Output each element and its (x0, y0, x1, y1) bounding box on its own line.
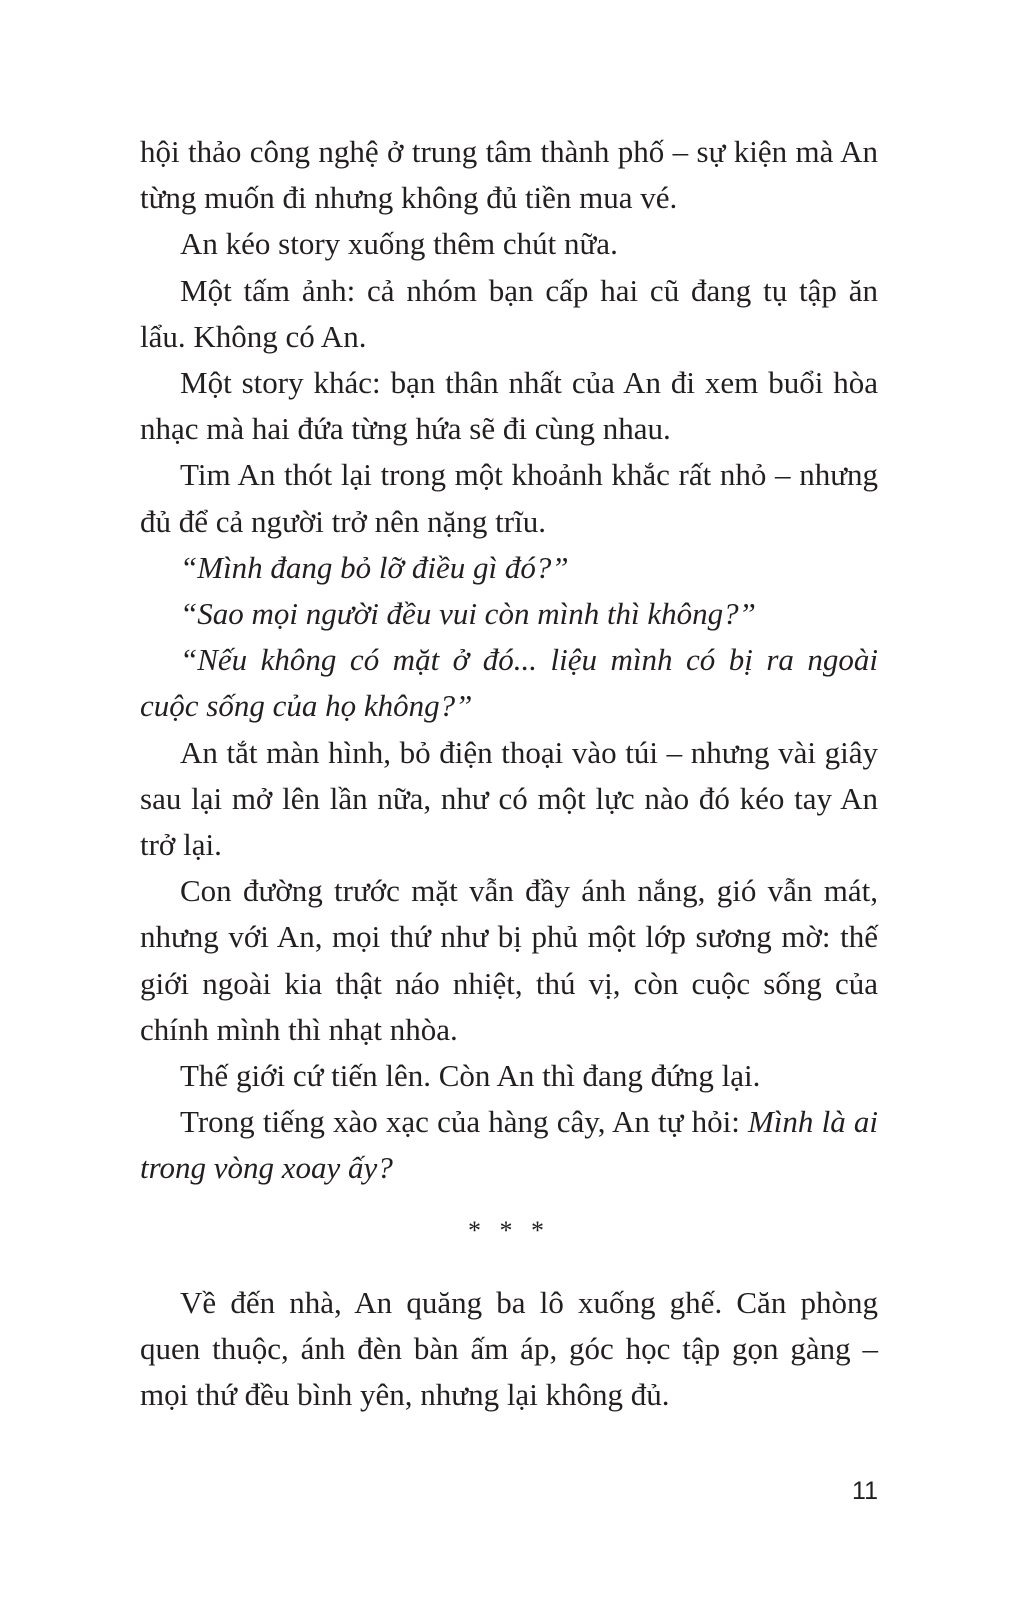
paragraph: Con đường trước mặt vẫn đầy ánh nắng, gió vẫn mát, nhưng với An, mọi thứ như bị phủ một lớp sương mờ: thế giới ngoài kia thật náo nhiệt, thú vị, còn cuộc sống của chính mình thì nhạt nhòa. (140, 873, 878, 1047)
thought-paragraph: “Nếu không có mặt ở đó... liệu mình có bị ra ngoài cuộc sống của họ không?” (140, 642, 878, 724)
paragraph: An tắt màn hình, bỏ điện thoại vào túi – nhưng vài giây sau lại mở lên lần nữa, như có một lực nào đó kéo tay An trở lại. (140, 734, 878, 863)
paragraph-lead: Trong tiếng xào xạc của hàng cây, An tự hỏi: (180, 1104, 748, 1140)
paragraph: Một tấm ảnh: cả nhóm bạn cấp hai cũ đang tụ tập ăn lẩu. Không có An. (140, 272, 878, 354)
section-separator: * * * (468, 1215, 550, 1245)
paragraph: Một story khác: bạn thân nhất của An đi xem buổi hòa nhạc mà hai đứa từng hứa sẽ đi cùng nhau. (140, 365, 878, 447)
thought-paragraph: “Mình đang bỏ lỡ điều gì đó?” (180, 549, 569, 585)
paragraph: Tim An thót lại trong một khoảnh khắc rất nhỏ – nhưng đủ để cả người trở nên nặng trĩu. (140, 457, 878, 539)
paragraph: An kéo story xuống thêm chút nữa. (180, 226, 618, 262)
page-number: 11 (852, 1477, 878, 1505)
italic-question: Mình là ai trong vòng xoay ấy? (140, 1104, 878, 1186)
paragraph: Về đến nhà, An quăng ba lô xuống ghế. Căn phòng quen thuộc, ánh đèn bàn ấm áp, góc học tập gọn gàng – mọi thứ đều bình yên, nhưng lại không đủ. (140, 1284, 878, 1413)
paragraph: Thế giới cứ tiến lên. Còn An thì đang đứng lại. (180, 1058, 761, 1094)
thought-paragraph: “Sao mọi người đều vui còn mình thì không?” (180, 596, 756, 632)
body-text (140, 129, 878, 1418)
paragraph-with-italic (140, 1099, 878, 1191)
paragraph: hội thảo công nghệ ở trung tâm thành phố – sự kiện mà An từng muốn đi nhưng không đủ tiền mua vé. (140, 134, 878, 216)
